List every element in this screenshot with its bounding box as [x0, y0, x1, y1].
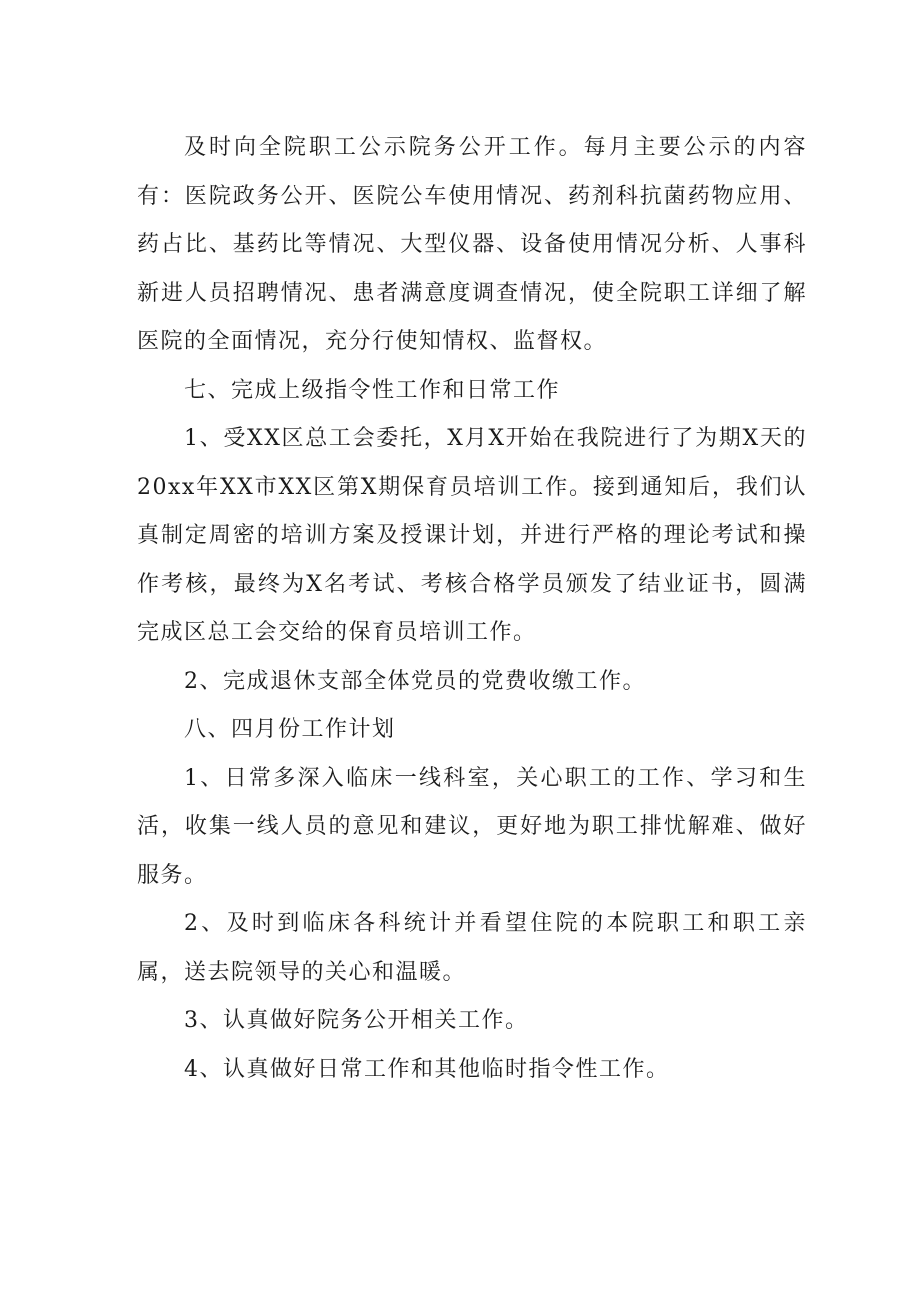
paragraph-training: 1、受XX区总工会委托，X月X开始在我院进行了为期X天的20xx年XX市XX区第X期保育员培训工作。接到通知后，我们认真制定周密的培训方案及授课计划，并进行严格的理论考试和操作考核，最终为X名考试、考核合格学员颁发了结业证书，圆满完成区总工会交给的保育员培训工作。 — [137, 426, 807, 645]
document-body — [137, 124, 807, 1094]
paragraph-disclosure: 及时向全院职工公示院务公开工作。每月主要公示的内容有：医院政务公开、医院公车使用情况、药剂科抗菌药物应用、药占比、基药比等情况、大型仪器、设备使用情况分析、人事科新进人员招聘情况、患者满意度调查情况，使全院职工详细了解医院的全面情况，充分行使知情权、监督权。 — [137, 135, 807, 354]
paragraph-party-dues: 2、完成退休支部全体党员的党费收缴工作。 — [184, 668, 646, 694]
section-heading-seven: 七、完成上级指令性工作和日常工作 — [184, 377, 561, 403]
plan-item-1: 1、日常多深入临床一线科室，关心职工的工作、学习和生活，收集一线人员的意见和建议，更好地为职工排忧解难、做好服务。 — [137, 765, 807, 888]
plan-item-2: 2、及时到临床各科统计并看望住院的本院职工和职工亲属，送去院领导的关心和温暖。 — [137, 911, 807, 985]
plan-item-4: 4、认真做好日常工作和其他临时指令性工作。 — [184, 1056, 670, 1082]
plan-item-3: 3、认真做好院务公开相关工作。 — [184, 1008, 529, 1033]
section-heading-eight: 八、四月份工作计划 — [184, 717, 396, 742]
